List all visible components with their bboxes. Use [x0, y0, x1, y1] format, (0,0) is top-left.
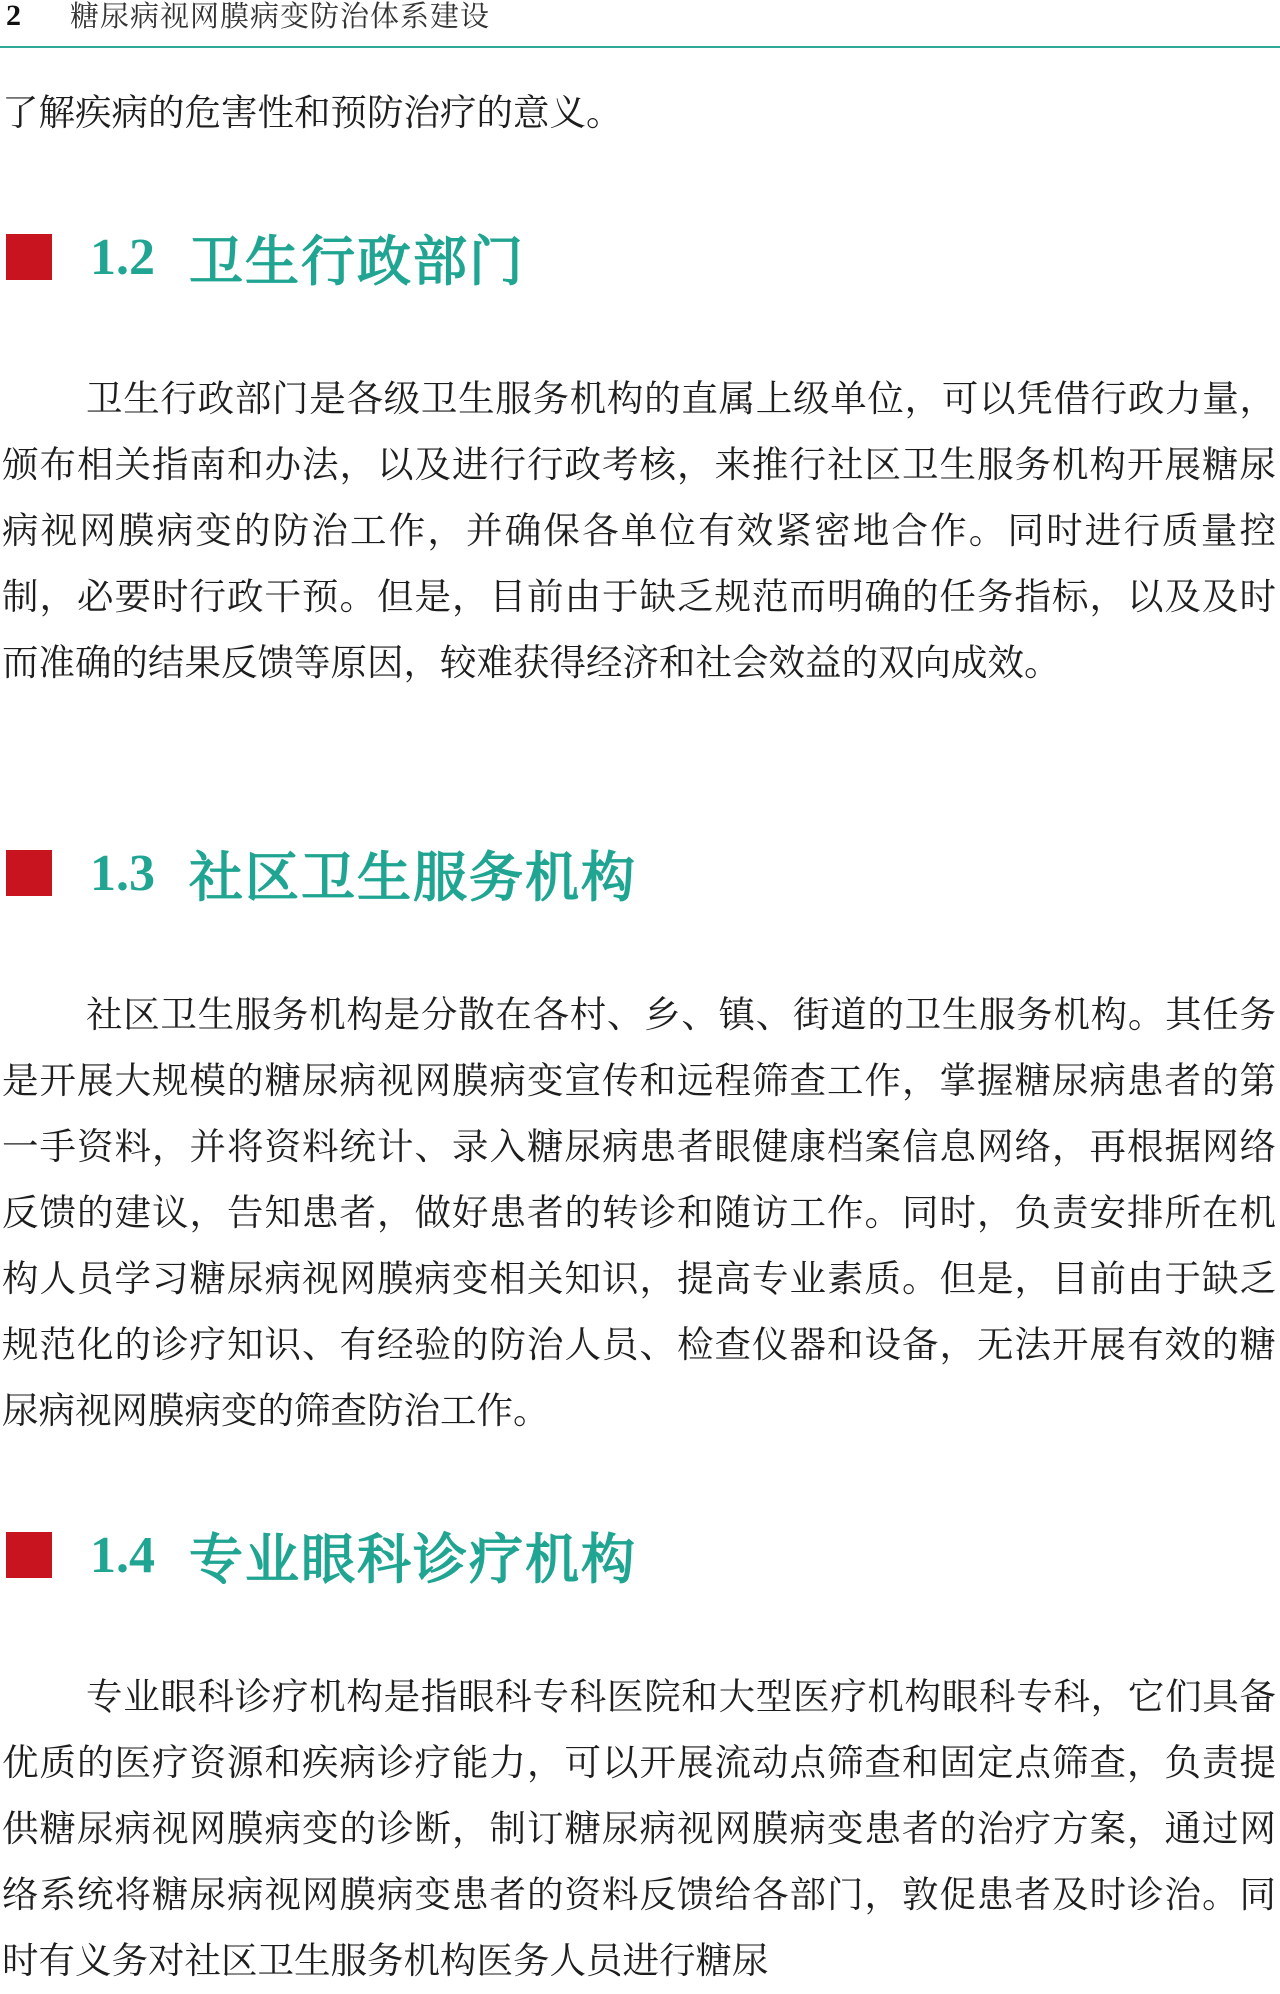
- running-header: [0, 0, 1280, 48]
- section-heading-1-2: [6, 222, 525, 292]
- section-paragraph-1-4: 专业眼科诊疗机构是指眼科专科医院和大型医疗机构眼科专科，它们具备优质的医疗资源和疾病诊疗能力，可以开展流动点筛查和固定点筛查，负责提供糖尿病视网膜病变的诊断，制订糖尿病视网膜病变患者的治疗方案，通过网络系统将糖尿病视网膜病变患者的资料反馈给各部门，敦促患者及时诊治。同时有义务对社区卫生服务机构医务人员进行糖尿: [2, 1675, 1276, 1982]
- section-title: 社区卫生服务机构: [189, 844, 637, 909]
- section-heading-1-4: [6, 1520, 637, 1590]
- section-title: 卫生行政部门: [189, 228, 525, 293]
- page-number: 2: [6, 0, 21, 32]
- intro-fragment: 了解疾病的危害性和预防治疗的意义。: [2, 91, 623, 134]
- square-bullet-icon: [6, 1532, 52, 1578]
- section-paragraph-1-2: 卫生行政部门是各级卫生服务机构的直属上级单位，可以凭借行政力量，颁布相关指南和办法，以及进行行政考核，来推行社区卫生服务机构开展糖尿病视网膜病变的防治工作，并确保各单位有效紧密地合作。同时进行质量控制，必要时行政干预。但是，目前由于缺乏规范而明确的任务指标，以及及时而准确的结果反馈等原因，较难获得经济和社会效益的双向成效。: [2, 377, 1276, 684]
- square-bullet-icon: [6, 234, 52, 280]
- running-title: 糖尿病视网膜病变防治体系建设: [70, 0, 491, 33]
- section-heading-1-3: [6, 838, 637, 908]
- section-title: 专业眼科诊疗机构: [189, 1526, 637, 1591]
- square-bullet-icon: [6, 850, 52, 896]
- section-number: 1.2: [90, 228, 155, 286]
- section-paragraph-1-3: 社区卫生服务机构是分散在各村、乡、镇、街道的卫生服务机构。其任务是开展大规模的糖尿病视网膜病变宣传和远程筛查工作，掌握糖尿病患者的第一手资料，并将资料统计、录入糖尿病患者眼健康档案信息网络，再根据网络反馈的建议，告知患者，做好患者的转诊和随访工作。同时，负责安排所在机构人员学习糖尿病视网膜病变相关知识，提高专业素质。但是，目前由于缺乏规范化的诊疗知识、有经验的防治人员、检查仪器和设备，无法开展有效的糖尿病视网膜病变的筛查防治工作。: [2, 993, 1276, 1432]
- section-number: 1.3: [90, 844, 155, 902]
- section-number: 1.4: [90, 1526, 155, 1584]
